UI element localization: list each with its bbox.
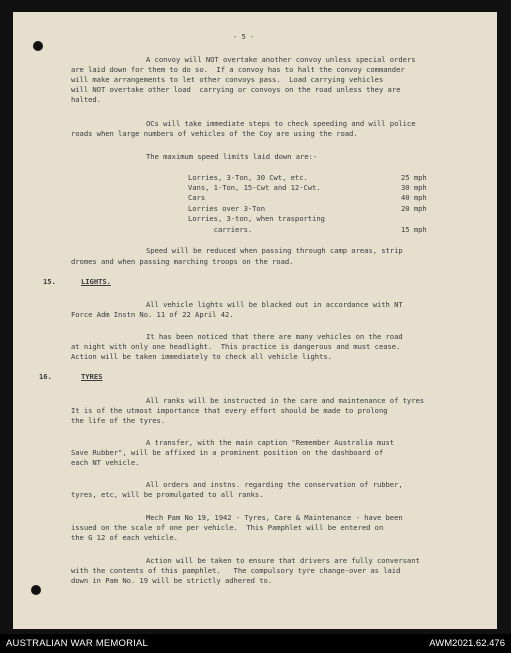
- text-line: issued on the scale of one per vehicle. This Pamphlet will be entered on: [71, 523, 384, 532]
- speed-vehicle: Lorries, 3-Ton, 30 Cwt, etc.: [188, 173, 308, 182]
- text-line: Save Rubber", will be affixed in a prominent position on the dashboard of: [71, 448, 384, 457]
- text-line: will make arrangements to let other convoys pass. Load carrying vehicles: [71, 75, 384, 84]
- text-line: Mech Pam No 19, 1942 - Tyres, Care & Maintenance - have been: [146, 513, 403, 522]
- text-line: dromes and when passing marching troops on the road.: [71, 257, 294, 266]
- punch-hole: [33, 41, 43, 51]
- text-line: down in Pam No. 19 will be strictly adhered to.: [71, 576, 273, 585]
- footer-bar: [0, 634, 511, 653]
- speed-limit: 40 mph: [401, 193, 427, 202]
- text-line: All vehicle lights will be blacked out in accordance with NT: [146, 300, 403, 309]
- speed-vehicle: Vans, 1-Ton, 15-Cwt and 12-Cwt.: [188, 183, 321, 192]
- text-line: tyres, etc, will be promulgated to all ranks.: [71, 490, 264, 499]
- text-line: at night with only one headlight. This practice is dangerous and must cease.: [71, 342, 401, 351]
- text-line: It is of the utmost importance that every effort should be made to prolong: [71, 406, 388, 415]
- text-line: Speed will be reduced when passing through camp areas, strip: [146, 246, 403, 255]
- text-line: each NT vehicle.: [71, 458, 140, 467]
- text-line: All ranks will be instructed in the care and maintenance of tyres: [146, 396, 425, 405]
- text-line: the life of the tyres.: [71, 416, 166, 425]
- text-line: Force Adm Instn No. 11 of 22 April 42.: [71, 310, 234, 319]
- speed-limit: 15 mph: [401, 225, 427, 234]
- text-line: Action will be taken immediately to check all vehicle lights.: [71, 352, 332, 361]
- text-line: The maximum speed limits laid down are:-: [146, 152, 318, 161]
- punch-hole: [31, 585, 41, 595]
- footer-source: AUSTRALIAN WAR MEMORIAL: [6, 638, 149, 649]
- text-line: All orders and instns. regarding the conservation of rubber,: [146, 480, 403, 489]
- section-heading: TYRES: [81, 372, 103, 381]
- text-line: It has been noticed that there are many vehicles on the road: [146, 332, 403, 341]
- text-line: OCs will take immediate steps to check speeding and will police: [146, 119, 416, 128]
- speed-vehicle: Lorries, 3-ton, when trasporting: [188, 214, 325, 223]
- speed-vehicle: Lorries over 3-Ton: [188, 204, 265, 213]
- text-line: with the contents of this pamphlet. The compulsory tyre change-over as laid: [71, 566, 401, 575]
- speed-limit: 30 mph: [401, 183, 427, 192]
- text-line: A convoy will NOT overtake another convoy unless special orders: [146, 55, 416, 64]
- document-page: [13, 12, 497, 629]
- text-line: roads when large numbers of vehicles of the Coy are using the road.: [71, 129, 358, 138]
- text-line: will NOT overtake other load carrying or convoys on the road unless they are: [71, 85, 401, 94]
- section-number: 16.: [39, 372, 52, 381]
- text-line: Action will be taken to ensure that drivers are fully conversant: [146, 556, 420, 565]
- speed-limit: 25 mph: [401, 173, 427, 182]
- section-number: 15.: [43, 277, 56, 286]
- speed-vehicle: carriers.: [188, 225, 253, 234]
- section-heading: LIGHTS.: [81, 277, 111, 286]
- text-line: are laid down for them to do so. If a convoy has to halt the convoy commander: [71, 65, 405, 74]
- footer-catalog-id: AWM2021.62.476: [429, 638, 505, 649]
- text-line: A transfer, with the main caption "Remember Australia must: [146, 438, 395, 447]
- speed-vehicle: Cars: [188, 193, 206, 202]
- text-line: the G 12 of each vehicle.: [71, 533, 178, 542]
- page-number: - 5 -: [233, 32, 255, 41]
- text-line: halted.: [71, 95, 101, 104]
- speed-limit: 20 mph: [401, 204, 427, 213]
